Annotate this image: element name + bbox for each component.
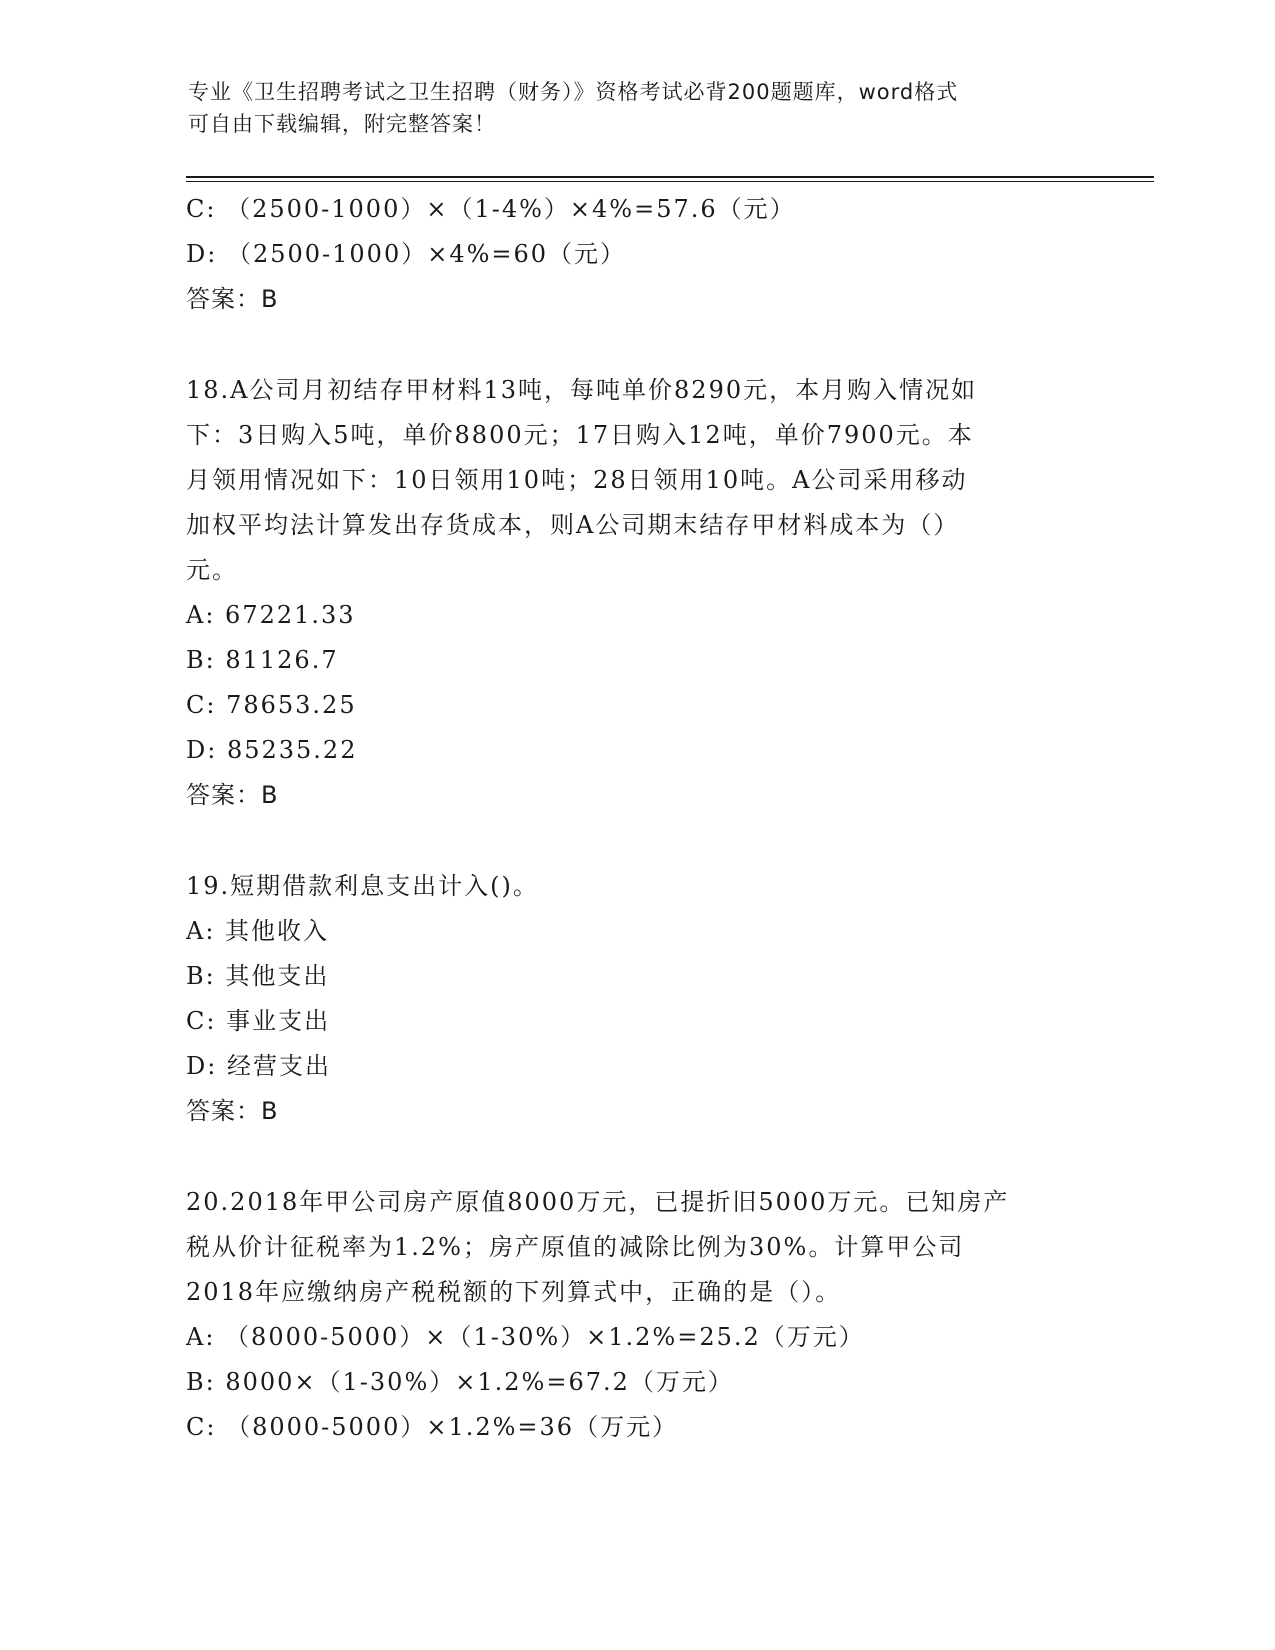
question-spacer: [186, 322, 1086, 368]
q18-stem-line-3: 月领用情况如下：10日领用10吨；28日领用10吨。A公司采用移动: [186, 466, 968, 494]
q17-option-d: D: （2500-1000）×4%=60（元）: [186, 240, 627, 268]
q18-stem-line-4: 加权平均法计算发出存货成本，则A公司期末结存甲材料成本为（）: [186, 511, 960, 539]
q18-stem-line-1: 18.A公司月初结存甲材料13吨，每吨单价8290元，本月购入情况如: [186, 376, 978, 404]
q19-answer: 答案：B: [186, 1097, 279, 1125]
question-18: [186, 368, 1086, 818]
document-header: [188, 76, 1068, 140]
q19-option-c: C: 事业支出: [186, 1007, 331, 1035]
q20-stem-line-1: 20.2018年甲公司房产原值8000万元，已提折旧5000万元。已知房产: [186, 1188, 1010, 1216]
header-rule-thin: [186, 181, 1154, 182]
q19-option-b: B: 其他支出: [186, 962, 330, 990]
q19-option-d: D: 经营支出: [186, 1052, 331, 1080]
q19-stem: 19.短期借款利息支出计入()。: [186, 872, 539, 900]
question-17-tail: [186, 187, 1086, 322]
question-20: [186, 1180, 1086, 1450]
question-spacer: [186, 1134, 1086, 1180]
question-19: [186, 864, 1086, 1134]
q20-stem-line-3: 2018年应缴纳房产税税额的下列算式中，正确的是（）。: [186, 1278, 842, 1306]
q17-option-c: C: （2500-1000）×（1-4%）×4%=57.6（元）: [186, 195, 796, 223]
q17-answer: 答案：B: [186, 285, 279, 313]
q18-option-d: D: 85235.22: [186, 736, 358, 764]
q18-stem-line-5: 元。: [186, 556, 238, 584]
question-spacer: [186, 818, 1086, 864]
q19-option-a: A: 其他收入: [186, 917, 330, 945]
q18-option-a: A: 67221.33: [186, 601, 356, 629]
q20-option-c: C: （8000-5000）×1.2%=36（万元）: [186, 1413, 679, 1441]
q18-answer: 答案：B: [186, 781, 279, 809]
q18-option-b: B: 81126.7: [186, 646, 339, 674]
q20-stem-line-2: 税从价计征税率为1.2%；房产原值的减除比例为30%。计算甲公司: [186, 1233, 965, 1261]
q18-option-c: C: 78653.25: [186, 691, 357, 719]
q20-option-a: A: （8000-5000）×（1-30%）×1.2%=25.2（万元）: [186, 1323, 865, 1351]
q18-stem-line-2: 下：3日购入5吨，单价8800元；17日购入12吨，单价7900元。本: [186, 421, 974, 449]
document-body: [186, 187, 1086, 1450]
header-title-line-2: 可自由下载编辑，附完整答案！: [188, 112, 496, 136]
header-rule-thick: [186, 176, 1154, 178]
header-title-line-1: 专业《卫生招聘考试之卫生招聘（财务）》资格考试必背200题题库，word格式: [188, 80, 959, 104]
q20-option-b: B: 8000×（1-30%）×1.2%=67.2（万元）: [186, 1368, 734, 1396]
